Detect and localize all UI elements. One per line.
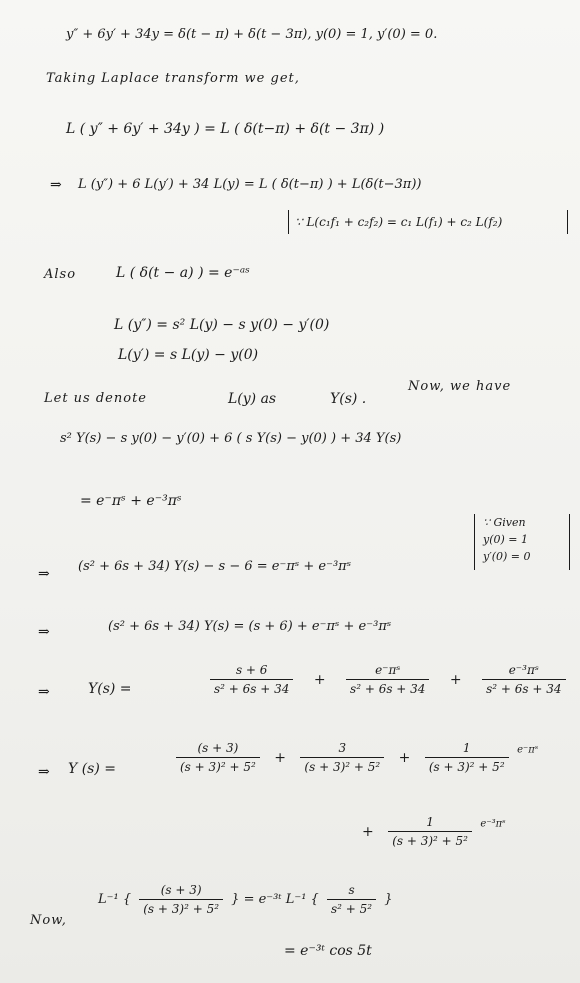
inverse-fraction-shifted: $\frac{(s + 3)}{\text{(s + 3)² + 5²}}$ xyxy=(139,884,223,915)
right-hand-side: = e⁻πˢ + e⁻³πˢ xyxy=(80,493,182,509)
fraction-delay-pi: $\frac{1}{\text{(s + 3)² + 5²}}$ xyxy=(425,742,509,773)
fraction-shifted-cos: $\frac{(s + 3)}{\text{(s + 3)² + 5²}}$ xyxy=(176,742,260,773)
ys-label-2: Y (s) = xyxy=(68,761,116,777)
fraction-delay-3pi: $\frac{1}{\text{(s + 3)² + 5²}}$ xyxy=(388,816,472,847)
delta-transform: L ( δ(t − a) ) = e⁻ᵃˢ xyxy=(116,265,250,281)
implies-arrow-5: ⇒ xyxy=(38,764,50,780)
implies-arrow-3: ⇒ xyxy=(38,624,50,640)
fraction-epi: $\frac{\text{e⁻πˢ}}{\text{s² + 6s + 34}}$ xyxy=(346,664,429,695)
now-label: Now, xyxy=(30,913,67,928)
fraction-e3pi: $\frac{\text{e⁻³πˢ}}{\text{s² + 6s + 34}}$ xyxy=(482,664,565,695)
linearity-property-box xyxy=(288,210,568,234)
now-we-have-text: Now, we have xyxy=(408,379,512,394)
isolated-equation: (s² + 6s + 34) Y(s) = (s + 6) + e⁻πˢ + e⁻³πˢ xyxy=(108,619,392,634)
ode-statement: y″ + 6y′ + 34y = δ(t − π) + δ(t − 3π), y(0) = 1, y′(0) = 0. xyxy=(66,27,438,42)
fraction-shifted-sin: $\frac{3}{\text{(s + 3)² + 5²}}$ xyxy=(300,742,384,773)
exp-delay-pi: e⁻πˢ xyxy=(517,744,539,756)
given-conditions-box xyxy=(474,514,570,570)
let-us-denote-text: Let us denote xyxy=(44,391,147,406)
also-label: Also xyxy=(44,267,77,282)
linearity-property-text: ∵ L(c₁f₁ + c₂f₂) = c₁ L(f₁) + c₂ L(f₂) xyxy=(295,215,503,229)
transformed-equation: s² Y(s) − s y(0) − y′(0) + 6 ( s Y(s) − y(0) ) + 34 Y(s) xyxy=(60,431,402,446)
implies-arrow-4: ⇒ xyxy=(38,684,50,700)
exp-delay-3pi: e⁻³πˢ xyxy=(480,818,506,830)
final-result: = e⁻³ᵗ cos 5t xyxy=(284,943,372,959)
inverse-transform-row: L⁻¹ { $\frac{(s + 3)}{\text{(s + 3)² + 5²}}$ } = e⁻³ᵗ L⁻¹ { $\frac{s}{\text{s² + 5²}}$ } xyxy=(98,883,393,916)
let-ly-as: L(y) as xyxy=(228,391,277,407)
fraction-s6: $\frac{s + 6}{\text{s² + 6s + 34}}$ xyxy=(210,664,293,695)
given-y0: y(0) = 1 xyxy=(483,533,529,546)
linearity-expansion: L (y″) + 6 L(y′) + 34 L(y) = L ( δ(t−π) ) + L(δ(t−3π)) xyxy=(78,177,422,192)
ys-fraction-row-3: + $\frac{1}{\text{(s + 3)² + 5²}}$ $^{e^{-3}\pi ˢ}$ xyxy=(362,815,506,848)
ys-fraction-row-1: $\frac{s + 6}{\text{s² + 6s + 34}}$ + $\frac{\text{e⁻πˢ}}{\text{s² + 6s + 34}}$ + $\frac{\text{e⁻³πˢ}}{\text{s² + 6s + 34}}$ xyxy=(206,664,570,695)
taking-laplace-text: Taking Laplace transform we get, xyxy=(46,71,300,86)
collected-equation: (s² + 6s + 34) Y(s) − s − 6 = e⁻πˢ + e⁻³πˢ xyxy=(78,559,352,574)
let-ys: Y(s) . xyxy=(330,391,367,407)
implies-arrow-2: ⇒ xyxy=(38,566,50,582)
ys-label-1: Y(s) = xyxy=(88,681,132,697)
given-yp0: y′(0) = 0 xyxy=(483,550,531,563)
inverse-fraction-basic: $\frac{s}{\text{s² + 5²}}$ xyxy=(327,884,376,915)
second-derivative-transform: L (y″) = s² L(y) − s y(0) − y′(0) xyxy=(114,317,330,333)
ys-fraction-row-2: $\frac{(s + 3)}{\text{(s + 3)² + 5²}}$ + $\frac{3}{\text{(s + 3)² + 5²}}$ + $\frac{1}{\text{(s + 3)² + 5²}}$ $^{e^-\pi ˢ}$ xyxy=(172,742,538,773)
first-derivative-transform: L(y′) = s L(y) − y(0) xyxy=(118,347,259,363)
given-title: ∵ Given xyxy=(483,516,526,529)
laplace-both-sides: L ( y″ + 6y′ + 34y ) = L ( δ(t−π) + δ(t − 3π) ) xyxy=(66,121,385,137)
implies-arrow-1: ⇒ xyxy=(50,177,62,193)
